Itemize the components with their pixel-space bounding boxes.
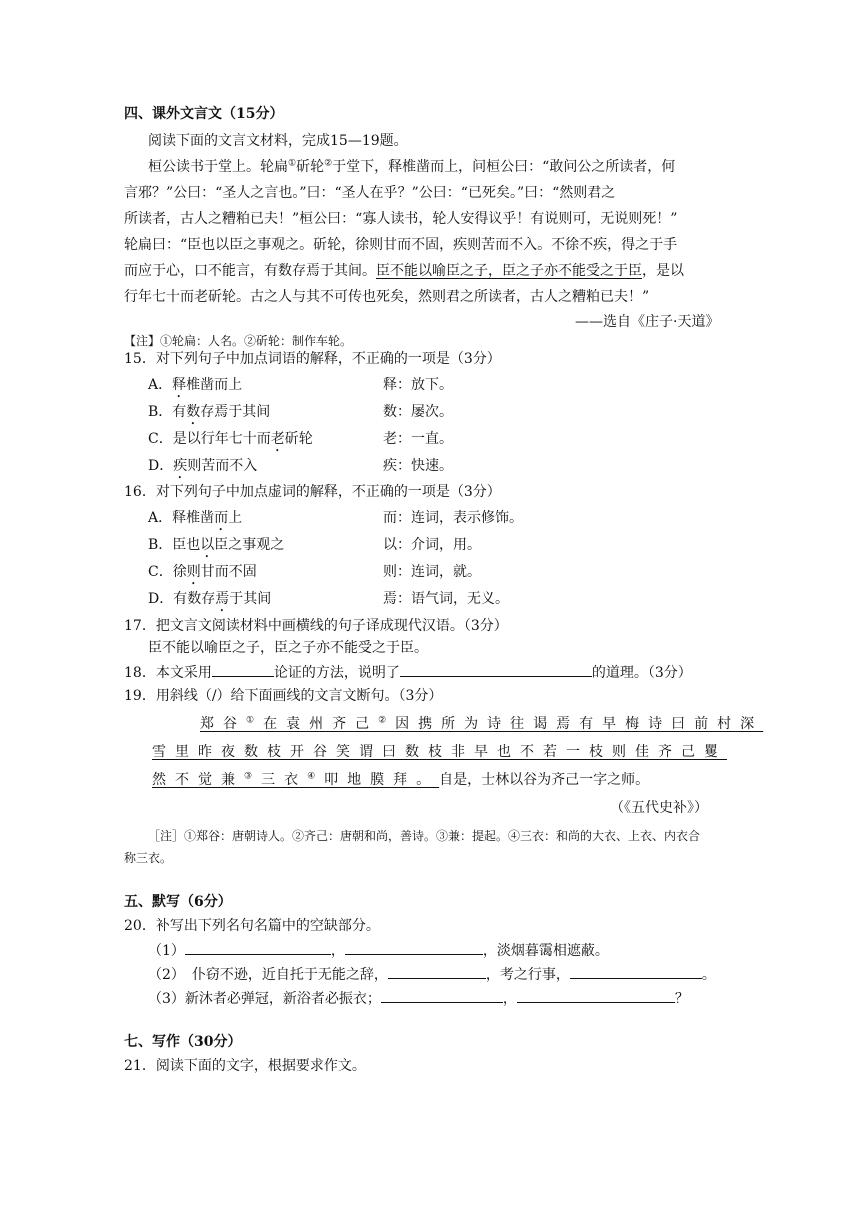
passage-source: ——选自《庄子·天道》 xyxy=(575,314,720,330)
dotted-word: 焉 xyxy=(215,591,230,607)
q15-option: B．有数存焉于其间 xyxy=(148,404,271,420)
q19-line-2: 雪里昨夜数枝开谷笑谓曰数枝非早也不若一枝则佳齐己矍 xyxy=(152,744,727,760)
q20-stem: 20．补写出下列名句名篇中的空缺部分。 xyxy=(124,918,380,934)
q20-item-3: （3）新沐者必弹冠，新浴者必振衣； ， ？ xyxy=(148,988,689,1009)
q15-explanation: 疾：快速。 xyxy=(383,458,453,474)
q20-1-blank-2[interactable] xyxy=(345,940,483,955)
q20-2-blank-2[interactable] xyxy=(570,964,702,979)
q20-2-blank-1[interactable] xyxy=(388,964,486,979)
q20-1-blank-1[interactable] xyxy=(185,940,331,955)
section-7-heading: 七、写作（30分） xyxy=(124,1034,242,1050)
dotted-word: 释 xyxy=(172,377,187,393)
q16-explanation: 而：连词，表示修饰。 xyxy=(383,510,523,526)
section-4-intro: 阅读下面的文言文材料，完成15—19题。 xyxy=(148,133,408,149)
passage-line-5: 而应于心，口不能言，有数存焉于其间。臣不能以喻臣之子，臣之子亦不能受之于臣，是以 xyxy=(124,263,684,279)
q15-option: A．释椎凿而上 xyxy=(148,377,243,393)
q15-explanation: 释：放下。 xyxy=(383,377,453,393)
passage-note: 【注】①轮扁：人名。②斫轮：制作车轮。 xyxy=(124,334,353,348)
passage-line-1: 桓公读书于堂上。轮扁①斫轮②于堂下，释椎凿而上，问桓公曰：“敢问公之所读者，何 xyxy=(148,158,676,175)
q20-3-blank-2[interactable] xyxy=(517,988,675,1003)
q15-explanation: 老：一直。 xyxy=(383,431,453,447)
q18-blank-1[interactable] xyxy=(212,662,274,677)
dotted-word: 老 xyxy=(270,431,285,447)
q17-sentence: 臣不能以喻臣之子，臣之子亦不能受之于臣。 xyxy=(148,640,428,656)
q19-line-1: 郑谷①在袁州齐己②因携所为诗往谒焉有早梅诗曰前村深 xyxy=(200,715,764,732)
dotted-word: 以 xyxy=(200,537,215,553)
passage-line-2: 言邪？”公曰：“圣人之言也。”曰：“圣人在乎？”公曰：“已死矣。”曰：“然则君之 xyxy=(124,185,616,201)
q16-option: B．臣也以臣之事观之 xyxy=(148,537,285,553)
q19-source: （《五代史补》） xyxy=(610,800,708,816)
q16-option: A．释椎凿而上 xyxy=(148,510,243,526)
q16-stem: 16．对下列句子中加点虚词的解释，不正确的一项是（3分） xyxy=(124,484,501,500)
passage-line-3: 所读者，古人之糟粕已夫！”桓公曰：“寡人读书，轮人安得议乎！有说则可，无说则死！” xyxy=(124,211,678,227)
section-5-heading: 五、默写（6分） xyxy=(124,894,232,910)
q20-item-1: （1） ， ，淡烟暮霭相遮蔽。 xyxy=(148,940,609,961)
dotted-word: 则 xyxy=(186,564,201,580)
q20-item-2: （2） 仆窃不逊，近自托于无能之辞， ，考之行事， 。 xyxy=(148,964,716,985)
q16-explanation: 则：连词，就。 xyxy=(383,564,481,580)
dotted-word: 疾 xyxy=(173,458,188,474)
section-4-heading: 四、课外文言文（15分） xyxy=(124,106,284,122)
dotted-word: 数 xyxy=(186,404,201,420)
q21-stem: 21．阅读下面的文字，根据要求作文。 xyxy=(124,1058,366,1074)
q16-option: C．徐则甘而不固 xyxy=(148,564,257,580)
q17-stem: 17．把文言文阅读材料中画横线的句子译成现代汉语。（3分） xyxy=(124,618,508,634)
underlined-sentence: 臣不能以喻臣之子，臣之子亦不能受之于臣 xyxy=(376,263,642,279)
q20-3-blank-1[interactable] xyxy=(381,988,503,1003)
q18-blank-2[interactable] xyxy=(400,662,592,677)
q15-option: C．是以行年七十而老斫轮 xyxy=(148,431,313,447)
q15-explanation: 数：屡次。 xyxy=(383,404,453,420)
passage-line-4: 轮扁曰：“臣也以臣之事观之。斫轮，徐则甘而不固，疾则苦而不入。不徐不疾，得之于手 xyxy=(124,237,678,253)
q19-note-2: 称三衣。 xyxy=(124,851,173,865)
q19-note-1: ［注］①郑谷：唐朝诗人。②齐己：唐朝和尚，善诗。③兼：提起。④三衣：和尚的大衣、上衣、内衣合 xyxy=(148,829,701,843)
dotted-word: 而 xyxy=(214,510,229,526)
passage-line-6: 行年七十而老斫轮。古之人与其不可传也死矣，然则君之所读者，古人之糟粕已夫！” xyxy=(124,289,650,305)
q15-option: D．疾则苦而不入 xyxy=(148,458,258,474)
q19-line-3: 然不觉兼③三衣④叩地膜拜。自是，士林以谷为齐己一字之师。 xyxy=(152,771,650,788)
q16-explanation: 以：介词，用。 xyxy=(383,537,481,553)
q15-stem: 15．对下列句子中加点词语的解释，不正确的一项是（3分） xyxy=(124,351,501,367)
q18-line: 18．本文采用 论证的方法，说明了 的道理。（3分） xyxy=(124,662,692,683)
q16-explanation: 焉：语气词，无义。 xyxy=(383,591,509,607)
q16-option: D．有数存焉于其间 xyxy=(148,591,272,607)
q19-stem: 19．用斜线（/）给下面画线的文言文断句。（3分） xyxy=(124,688,443,704)
